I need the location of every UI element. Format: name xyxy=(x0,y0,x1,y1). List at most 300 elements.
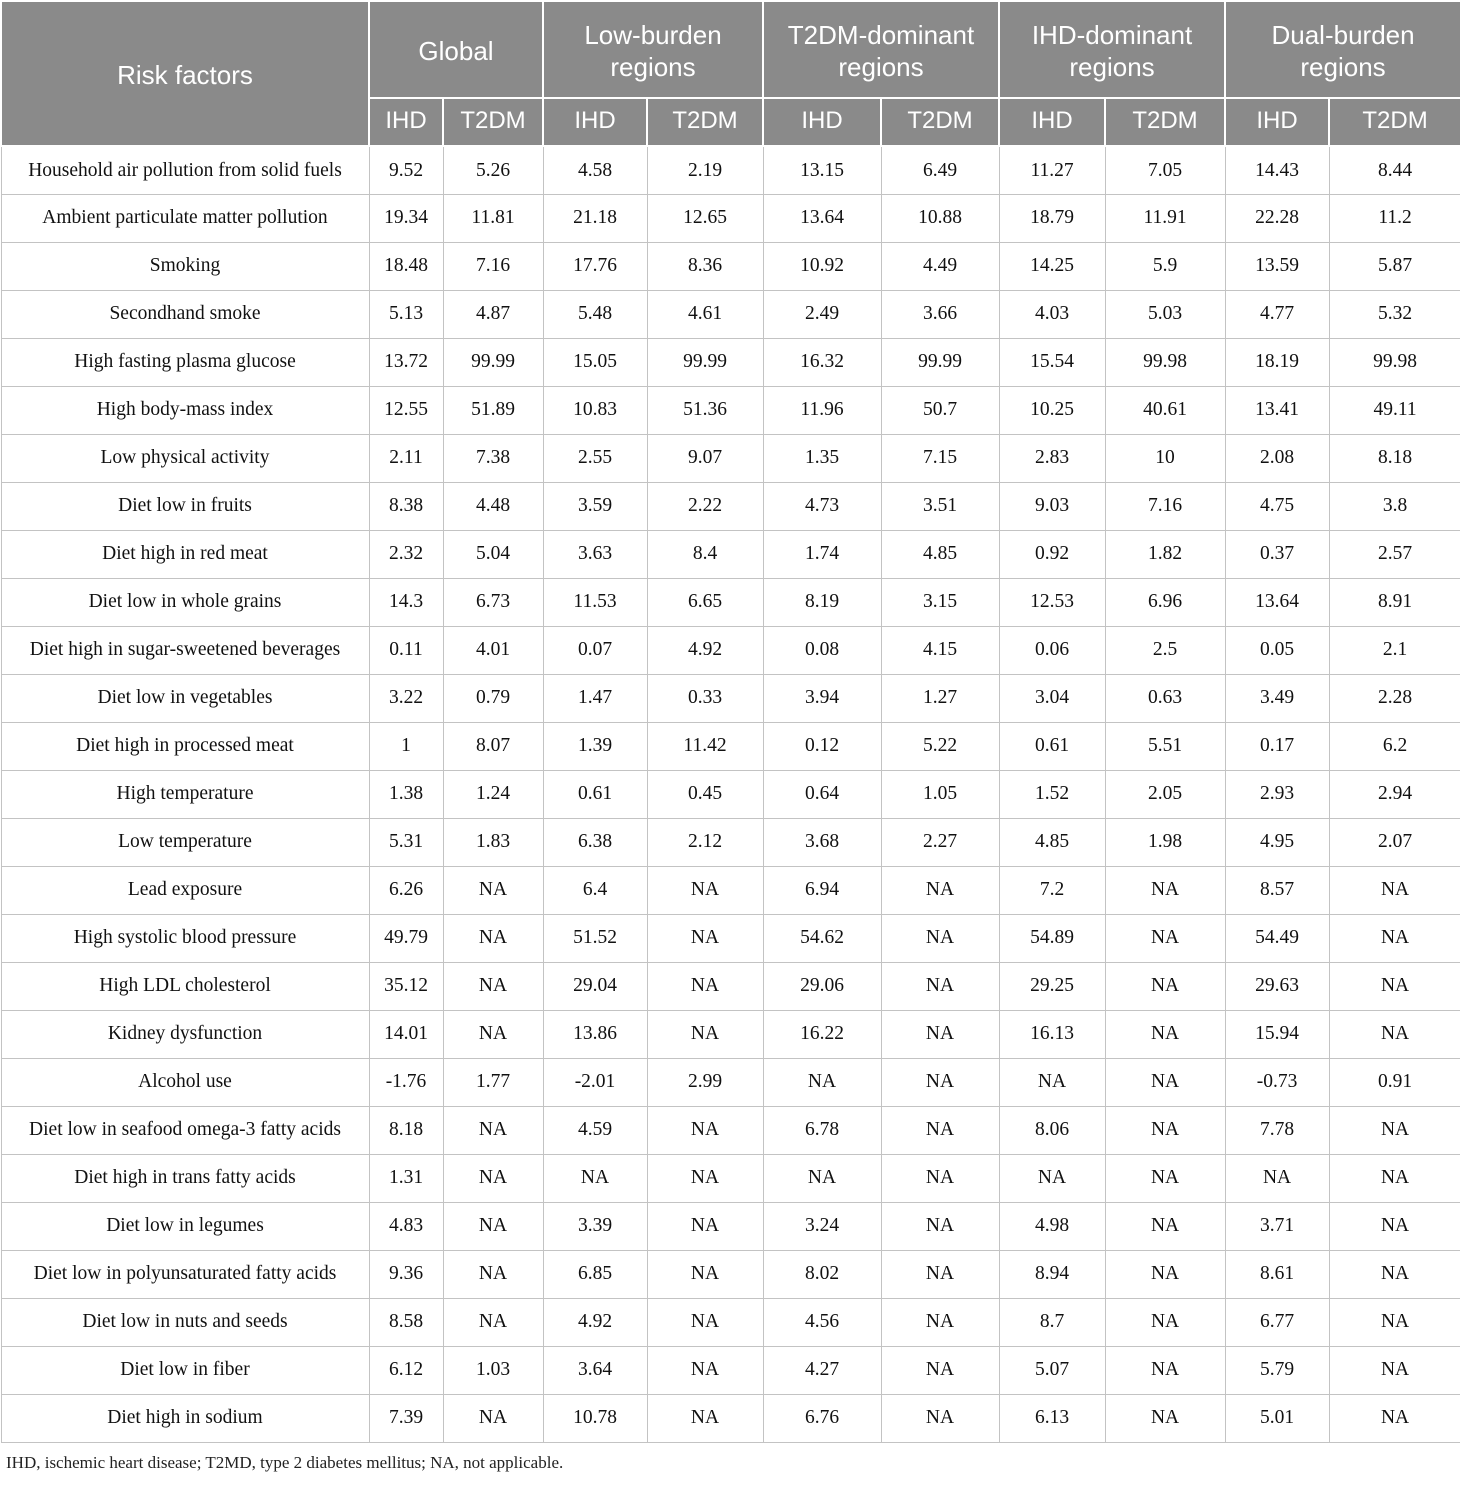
cell-value: 99.99 xyxy=(647,338,763,386)
row-label: Diet low in vegetables xyxy=(1,674,369,722)
cell-value: 15.94 xyxy=(1225,1010,1329,1058)
cell-value: 8.07 xyxy=(443,722,543,770)
cell-value: 0.79 xyxy=(443,674,543,722)
cell-value: 4.56 xyxy=(763,1298,881,1346)
cell-value: 4.27 xyxy=(763,1346,881,1394)
cell-value: 13.72 xyxy=(369,338,443,386)
cell-value: 8.19 xyxy=(763,578,881,626)
cell-value: NA xyxy=(443,962,543,1010)
cell-value: 5.22 xyxy=(881,722,999,770)
cell-value: 14.3 xyxy=(369,578,443,626)
cell-value: 5.48 xyxy=(543,290,647,338)
cell-value: 8.18 xyxy=(369,1106,443,1154)
cell-value: NA xyxy=(443,1298,543,1346)
cell-value: 13.64 xyxy=(1225,578,1329,626)
cell-value: 2.1 xyxy=(1329,626,1460,674)
cell-value: 3.68 xyxy=(763,818,881,866)
table-row xyxy=(1,1298,1460,1346)
cell-value: 4.92 xyxy=(647,626,763,674)
cell-value: 3.24 xyxy=(763,1202,881,1250)
cell-value: 6.38 xyxy=(543,818,647,866)
cell-value: 5.03 xyxy=(1105,290,1225,338)
cell-value: 7.15 xyxy=(881,434,999,482)
cell-value: NA xyxy=(1105,962,1225,1010)
cell-value: 0.08 xyxy=(763,626,881,674)
cell-value: 6.12 xyxy=(369,1346,443,1394)
cell-value: 2.93 xyxy=(1225,770,1329,818)
cell-value: 10.92 xyxy=(763,242,881,290)
cell-value: 0.11 xyxy=(369,626,443,674)
cell-value: 13.64 xyxy=(763,194,881,242)
cell-value: 8.91 xyxy=(1329,578,1460,626)
cell-value: NA xyxy=(1329,914,1460,962)
cell-value: 11.53 xyxy=(543,578,647,626)
cell-value: 13.59 xyxy=(1225,242,1329,290)
cell-value: 1.47 xyxy=(543,674,647,722)
row-label: Ambient particulate matter pollution xyxy=(1,194,369,242)
cell-value: 29.06 xyxy=(763,962,881,1010)
cell-value: 99.99 xyxy=(443,338,543,386)
cell-value: 18.79 xyxy=(999,194,1105,242)
cell-value: NA xyxy=(443,866,543,914)
cell-value: 0.12 xyxy=(763,722,881,770)
table-header xyxy=(1,1,1460,146)
row-label: Diet low in seafood omega-3 fatty acids xyxy=(1,1106,369,1154)
cell-value: NA xyxy=(1329,1010,1460,1058)
cell-value: 5.13 xyxy=(369,290,443,338)
cell-value: NA xyxy=(1105,1346,1225,1394)
cell-value: 10.88 xyxy=(881,194,999,242)
cell-value: 12.55 xyxy=(369,386,443,434)
cell-value: 8.06 xyxy=(999,1106,1105,1154)
cell-value: 4.03 xyxy=(999,290,1105,338)
risk-factors-header: Risk factors xyxy=(1,1,369,146)
cell-value: 8.44 xyxy=(1329,146,1460,194)
cell-value: 99.99 xyxy=(881,338,999,386)
cell-value: NA xyxy=(1329,1298,1460,1346)
cell-value: 4.85 xyxy=(999,818,1105,866)
cell-value: 29.63 xyxy=(1225,962,1329,1010)
cell-value: 3.22 xyxy=(369,674,443,722)
cell-value: 5.51 xyxy=(1105,722,1225,770)
row-label: Diet low in fruits xyxy=(1,482,369,530)
cell-value: 50.7 xyxy=(881,386,999,434)
cell-value: 3.8 xyxy=(1329,482,1460,530)
cell-value: 1.05 xyxy=(881,770,999,818)
cell-value: 11.81 xyxy=(443,194,543,242)
cell-value: NA xyxy=(881,866,999,914)
cell-value: 2.83 xyxy=(999,434,1105,482)
cell-value: 8.36 xyxy=(647,242,763,290)
cell-value: 1.38 xyxy=(369,770,443,818)
cell-value: 2.05 xyxy=(1105,770,1225,818)
cell-value: -0.73 xyxy=(1225,1058,1329,1106)
cell-value: NA xyxy=(1105,1298,1225,1346)
row-label: Household air pollution from solid fuels xyxy=(1,146,369,194)
cell-value: 4.95 xyxy=(1225,818,1329,866)
cell-value: 0.45 xyxy=(647,770,763,818)
column-group-header-4: Dual-burden regions xyxy=(1225,1,1460,98)
cell-value: 1.82 xyxy=(1105,530,1225,578)
cell-value: 11.91 xyxy=(1105,194,1225,242)
table-row xyxy=(1,770,1460,818)
cell-value: 3.63 xyxy=(543,530,647,578)
cell-value: NA xyxy=(443,1394,543,1442)
cell-value: 4.83 xyxy=(369,1202,443,1250)
cell-value: 4.01 xyxy=(443,626,543,674)
row-label: Diet high in red meat xyxy=(1,530,369,578)
cell-value: 3.04 xyxy=(999,674,1105,722)
row-label: Diet high in sugar-sweetened beverages xyxy=(1,626,369,674)
cell-value: 0.37 xyxy=(1225,530,1329,578)
row-label: High body-mass index xyxy=(1,386,369,434)
cell-value: NA xyxy=(1225,1154,1329,1202)
cell-value: 19.34 xyxy=(369,194,443,242)
row-label: Diet low in polyunsaturated fatty acids xyxy=(1,1250,369,1298)
cell-value: 6.73 xyxy=(443,578,543,626)
cell-value: 4.98 xyxy=(999,1202,1105,1250)
cell-value: 0.64 xyxy=(763,770,881,818)
cell-value: 2.55 xyxy=(543,434,647,482)
cell-value: 35.12 xyxy=(369,962,443,1010)
row-label: High temperature xyxy=(1,770,369,818)
cell-value: NA xyxy=(1105,1250,1225,1298)
cell-value: 4.75 xyxy=(1225,482,1329,530)
cell-value: 11.27 xyxy=(999,146,1105,194)
table-row xyxy=(1,242,1460,290)
sub-header-1-ihd: IHD xyxy=(543,98,647,146)
cell-value: 6.49 xyxy=(881,146,999,194)
cell-value: NA xyxy=(881,1250,999,1298)
cell-value: 1.77 xyxy=(443,1058,543,1106)
cell-value: 54.62 xyxy=(763,914,881,962)
cell-value: NA xyxy=(1105,1394,1225,1442)
cell-value: 6.65 xyxy=(647,578,763,626)
sub-header-2-ihd: IHD xyxy=(763,98,881,146)
cell-value: 11.42 xyxy=(647,722,763,770)
cell-value: 2.11 xyxy=(369,434,443,482)
cell-value: NA xyxy=(647,914,763,962)
sub-header-3-ihd: IHD xyxy=(999,98,1105,146)
cell-value: NA xyxy=(1329,1346,1460,1394)
cell-value: NA xyxy=(647,866,763,914)
cell-value: 51.36 xyxy=(647,386,763,434)
header-group-row xyxy=(1,1,1460,98)
row-label: High LDL cholesterol xyxy=(1,962,369,1010)
cell-value: 0.61 xyxy=(999,722,1105,770)
cell-value: 3.49 xyxy=(1225,674,1329,722)
cell-value: 2.19 xyxy=(647,146,763,194)
cell-value: 5.01 xyxy=(1225,1394,1329,1442)
cell-value: 6.85 xyxy=(543,1250,647,1298)
cell-value: 8.61 xyxy=(1225,1250,1329,1298)
row-label: Diet high in trans fatty acids xyxy=(1,1154,369,1202)
cell-value: 9.03 xyxy=(999,482,1105,530)
table-row xyxy=(1,1010,1460,1058)
cell-value: 7.78 xyxy=(1225,1106,1329,1154)
cell-value: 6.2 xyxy=(1329,722,1460,770)
sub-header-0-ihd: IHD xyxy=(369,98,443,146)
row-label: Low physical activity xyxy=(1,434,369,482)
cell-value: NA xyxy=(1105,1106,1225,1154)
table-row xyxy=(1,434,1460,482)
table-row xyxy=(1,578,1460,626)
cell-value: 99.98 xyxy=(1105,338,1225,386)
cell-value: 3.39 xyxy=(543,1202,647,1250)
cell-value: NA xyxy=(647,1154,763,1202)
cell-value: 1 xyxy=(369,722,443,770)
cell-value: 11.96 xyxy=(763,386,881,434)
row-label: High systolic blood pressure xyxy=(1,914,369,962)
sub-header-4-t2dm: T2DM xyxy=(1329,98,1460,146)
cell-value: 5.32 xyxy=(1329,290,1460,338)
cell-value: 3.66 xyxy=(881,290,999,338)
cell-value: 2.28 xyxy=(1329,674,1460,722)
cell-value: 0.06 xyxy=(999,626,1105,674)
cell-value: 10 xyxy=(1105,434,1225,482)
cell-value: 13.15 xyxy=(763,146,881,194)
cell-value: 2.99 xyxy=(647,1058,763,1106)
cell-value: NA xyxy=(647,1346,763,1394)
cell-value: 4.87 xyxy=(443,290,543,338)
table-row xyxy=(1,290,1460,338)
cell-value: NA xyxy=(763,1154,881,1202)
cell-value: 14.01 xyxy=(369,1010,443,1058)
cell-value: 16.22 xyxy=(763,1010,881,1058)
cell-value: 9.52 xyxy=(369,146,443,194)
cell-value: NA xyxy=(1105,1154,1225,1202)
cell-value: 1.31 xyxy=(369,1154,443,1202)
cell-value: NA xyxy=(1105,914,1225,962)
cell-value: 4.77 xyxy=(1225,290,1329,338)
cell-value: 6.96 xyxy=(1105,578,1225,626)
cell-value: 2.12 xyxy=(647,818,763,866)
cell-value: NA xyxy=(647,962,763,1010)
cell-value: 51.89 xyxy=(443,386,543,434)
cell-value: 6.78 xyxy=(763,1106,881,1154)
cell-value: 2.07 xyxy=(1329,818,1460,866)
cell-value: NA xyxy=(543,1154,647,1202)
cell-value: 4.61 xyxy=(647,290,763,338)
cell-value: NA xyxy=(1105,866,1225,914)
cell-value: -2.01 xyxy=(543,1058,647,1106)
cell-value: 2.5 xyxy=(1105,626,1225,674)
cell-value: NA xyxy=(1329,866,1460,914)
cell-value: 5.9 xyxy=(1105,242,1225,290)
cell-value: NA xyxy=(647,1250,763,1298)
cell-value: 54.49 xyxy=(1225,914,1329,962)
row-label: Diet low in nuts and seeds xyxy=(1,1298,369,1346)
row-label: Diet low in fiber xyxy=(1,1346,369,1394)
column-group-header-2: T2DM-dominant regions xyxy=(763,1,999,98)
cell-value: 8.58 xyxy=(369,1298,443,1346)
cell-value: 3.59 xyxy=(543,482,647,530)
table-row xyxy=(1,962,1460,1010)
cell-value: 49.79 xyxy=(369,914,443,962)
cell-value: 18.19 xyxy=(1225,338,1329,386)
sub-header-0-t2dm: T2DM xyxy=(443,98,543,146)
cell-value: 7.16 xyxy=(1105,482,1225,530)
cell-value: NA xyxy=(1105,1202,1225,1250)
cell-value: NA xyxy=(763,1058,881,1106)
cell-value: 9.07 xyxy=(647,434,763,482)
cell-value: 6.26 xyxy=(369,866,443,914)
cell-value: NA xyxy=(1329,1154,1460,1202)
cell-value: 2.27 xyxy=(881,818,999,866)
cell-value: 2.49 xyxy=(763,290,881,338)
row-label: Diet high in sodium xyxy=(1,1394,369,1442)
cell-value: 1.83 xyxy=(443,818,543,866)
cell-value: NA xyxy=(881,1202,999,1250)
table-row xyxy=(1,722,1460,770)
table-row xyxy=(1,1202,1460,1250)
cell-value: 2.22 xyxy=(647,482,763,530)
cell-value: 6.13 xyxy=(999,1394,1105,1442)
cell-value: 6.77 xyxy=(1225,1298,1329,1346)
cell-value: 2.08 xyxy=(1225,434,1329,482)
cell-value: NA xyxy=(1105,1058,1225,1106)
cell-value: 16.13 xyxy=(999,1010,1105,1058)
cell-value: 16.32 xyxy=(763,338,881,386)
cell-value: 4.49 xyxy=(881,242,999,290)
cell-value: 1.39 xyxy=(543,722,647,770)
table-row xyxy=(1,194,1460,242)
cell-value: 13.41 xyxy=(1225,386,1329,434)
cell-value: 12.65 xyxy=(647,194,763,242)
row-label: Low temperature xyxy=(1,818,369,866)
cell-value: 7.05 xyxy=(1105,146,1225,194)
cell-value: 2.32 xyxy=(369,530,443,578)
cell-value: NA xyxy=(881,1346,999,1394)
cell-value: 0.05 xyxy=(1225,626,1329,674)
sub-header-4-ihd: IHD xyxy=(1225,98,1329,146)
cell-value: 3.15 xyxy=(881,578,999,626)
cell-value: 54.89 xyxy=(999,914,1105,962)
cell-value: 7.38 xyxy=(443,434,543,482)
cell-value: 8.38 xyxy=(369,482,443,530)
cell-value: 8.4 xyxy=(647,530,763,578)
cell-value: NA xyxy=(443,1202,543,1250)
cell-value: 22.28 xyxy=(1225,194,1329,242)
column-group-header-3: IHD-dominant regions xyxy=(999,1,1225,98)
table-row xyxy=(1,626,1460,674)
sub-header-1-t2dm: T2DM xyxy=(647,98,763,146)
cell-value: NA xyxy=(999,1154,1105,1202)
cell-value: NA xyxy=(443,1010,543,1058)
table-row xyxy=(1,866,1460,914)
cell-value: NA xyxy=(881,1058,999,1106)
cell-value: 7.2 xyxy=(999,866,1105,914)
table-row xyxy=(1,1154,1460,1202)
sub-header-2-t2dm: T2DM xyxy=(881,98,999,146)
row-label: Kidney dysfunction xyxy=(1,1010,369,1058)
cell-value: NA xyxy=(647,1010,763,1058)
table-row xyxy=(1,146,1460,194)
table-row xyxy=(1,482,1460,530)
cell-value: 0.91 xyxy=(1329,1058,1460,1106)
cell-value: 29.25 xyxy=(999,962,1105,1010)
table-row xyxy=(1,530,1460,578)
cell-value: 8.94 xyxy=(999,1250,1105,1298)
column-group-header-1: Low-burden regions xyxy=(543,1,763,98)
cell-value: NA xyxy=(881,914,999,962)
cell-value: 9.36 xyxy=(369,1250,443,1298)
cell-value: 10.78 xyxy=(543,1394,647,1442)
cell-value: 14.43 xyxy=(1225,146,1329,194)
table-row xyxy=(1,386,1460,434)
cell-value: 4.15 xyxy=(881,626,999,674)
row-label: Lead exposure xyxy=(1,866,369,914)
cell-value: NA xyxy=(1329,962,1460,1010)
cell-value: 15.05 xyxy=(543,338,647,386)
cell-value: 0.61 xyxy=(543,770,647,818)
cell-value: 1.74 xyxy=(763,530,881,578)
table-row xyxy=(1,674,1460,722)
cell-value: 0.17 xyxy=(1225,722,1329,770)
table-footnote: IHD, ischemic heart disease; T2MD, type 2 diabetes mellitus; NA, not applicable. xyxy=(6,1452,564,1472)
cell-value: NA xyxy=(1329,1394,1460,1442)
table-body xyxy=(1,146,1460,1442)
cell-value: 3.64 xyxy=(543,1346,647,1394)
cell-value: 3.94 xyxy=(763,674,881,722)
cell-value: 8.7 xyxy=(999,1298,1105,1346)
table-row xyxy=(1,1346,1460,1394)
cell-value: NA xyxy=(443,914,543,962)
cell-value: 3.51 xyxy=(881,482,999,530)
cell-value: 12.53 xyxy=(999,578,1105,626)
table-row xyxy=(1,338,1460,386)
cell-value: 4.92 xyxy=(543,1298,647,1346)
cell-value: 10.83 xyxy=(543,386,647,434)
column-group-header-0: Global xyxy=(369,1,543,98)
cell-value: 0.92 xyxy=(999,530,1105,578)
cell-value: NA xyxy=(881,1154,999,1202)
row-label: Diet low in legumes xyxy=(1,1202,369,1250)
cell-value: 5.26 xyxy=(443,146,543,194)
cell-value: NA xyxy=(1329,1250,1460,1298)
cell-value: 6.4 xyxy=(543,866,647,914)
cell-value: NA xyxy=(881,962,999,1010)
cell-value: NA xyxy=(881,1106,999,1154)
cell-value: 51.52 xyxy=(543,914,647,962)
row-label: Smoking xyxy=(1,242,369,290)
cell-value: NA xyxy=(647,1298,763,1346)
cell-value: 5.87 xyxy=(1329,242,1460,290)
table-row xyxy=(1,1250,1460,1298)
cell-value: 1.98 xyxy=(1105,818,1225,866)
cell-value: NA xyxy=(647,1202,763,1250)
cell-value: 4.59 xyxy=(543,1106,647,1154)
cell-value: NA xyxy=(881,1298,999,1346)
cell-value: 1.27 xyxy=(881,674,999,722)
cell-value: 17.76 xyxy=(543,242,647,290)
cell-value: 10.25 xyxy=(999,386,1105,434)
cell-value: 3.71 xyxy=(1225,1202,1329,1250)
cell-value: NA xyxy=(647,1394,763,1442)
table-row xyxy=(1,1394,1460,1442)
cell-value: 4.48 xyxy=(443,482,543,530)
cell-value: -1.76 xyxy=(369,1058,443,1106)
cell-value: 18.48 xyxy=(369,242,443,290)
cell-value: 2.57 xyxy=(1329,530,1460,578)
cell-value: 6.76 xyxy=(763,1394,881,1442)
cell-value: NA xyxy=(1329,1106,1460,1154)
cell-value: 21.18 xyxy=(543,194,647,242)
cell-value: NA xyxy=(881,1394,999,1442)
cell-value: NA xyxy=(647,1106,763,1154)
row-label: Diet high in processed meat xyxy=(1,722,369,770)
cell-value: 1.24 xyxy=(443,770,543,818)
